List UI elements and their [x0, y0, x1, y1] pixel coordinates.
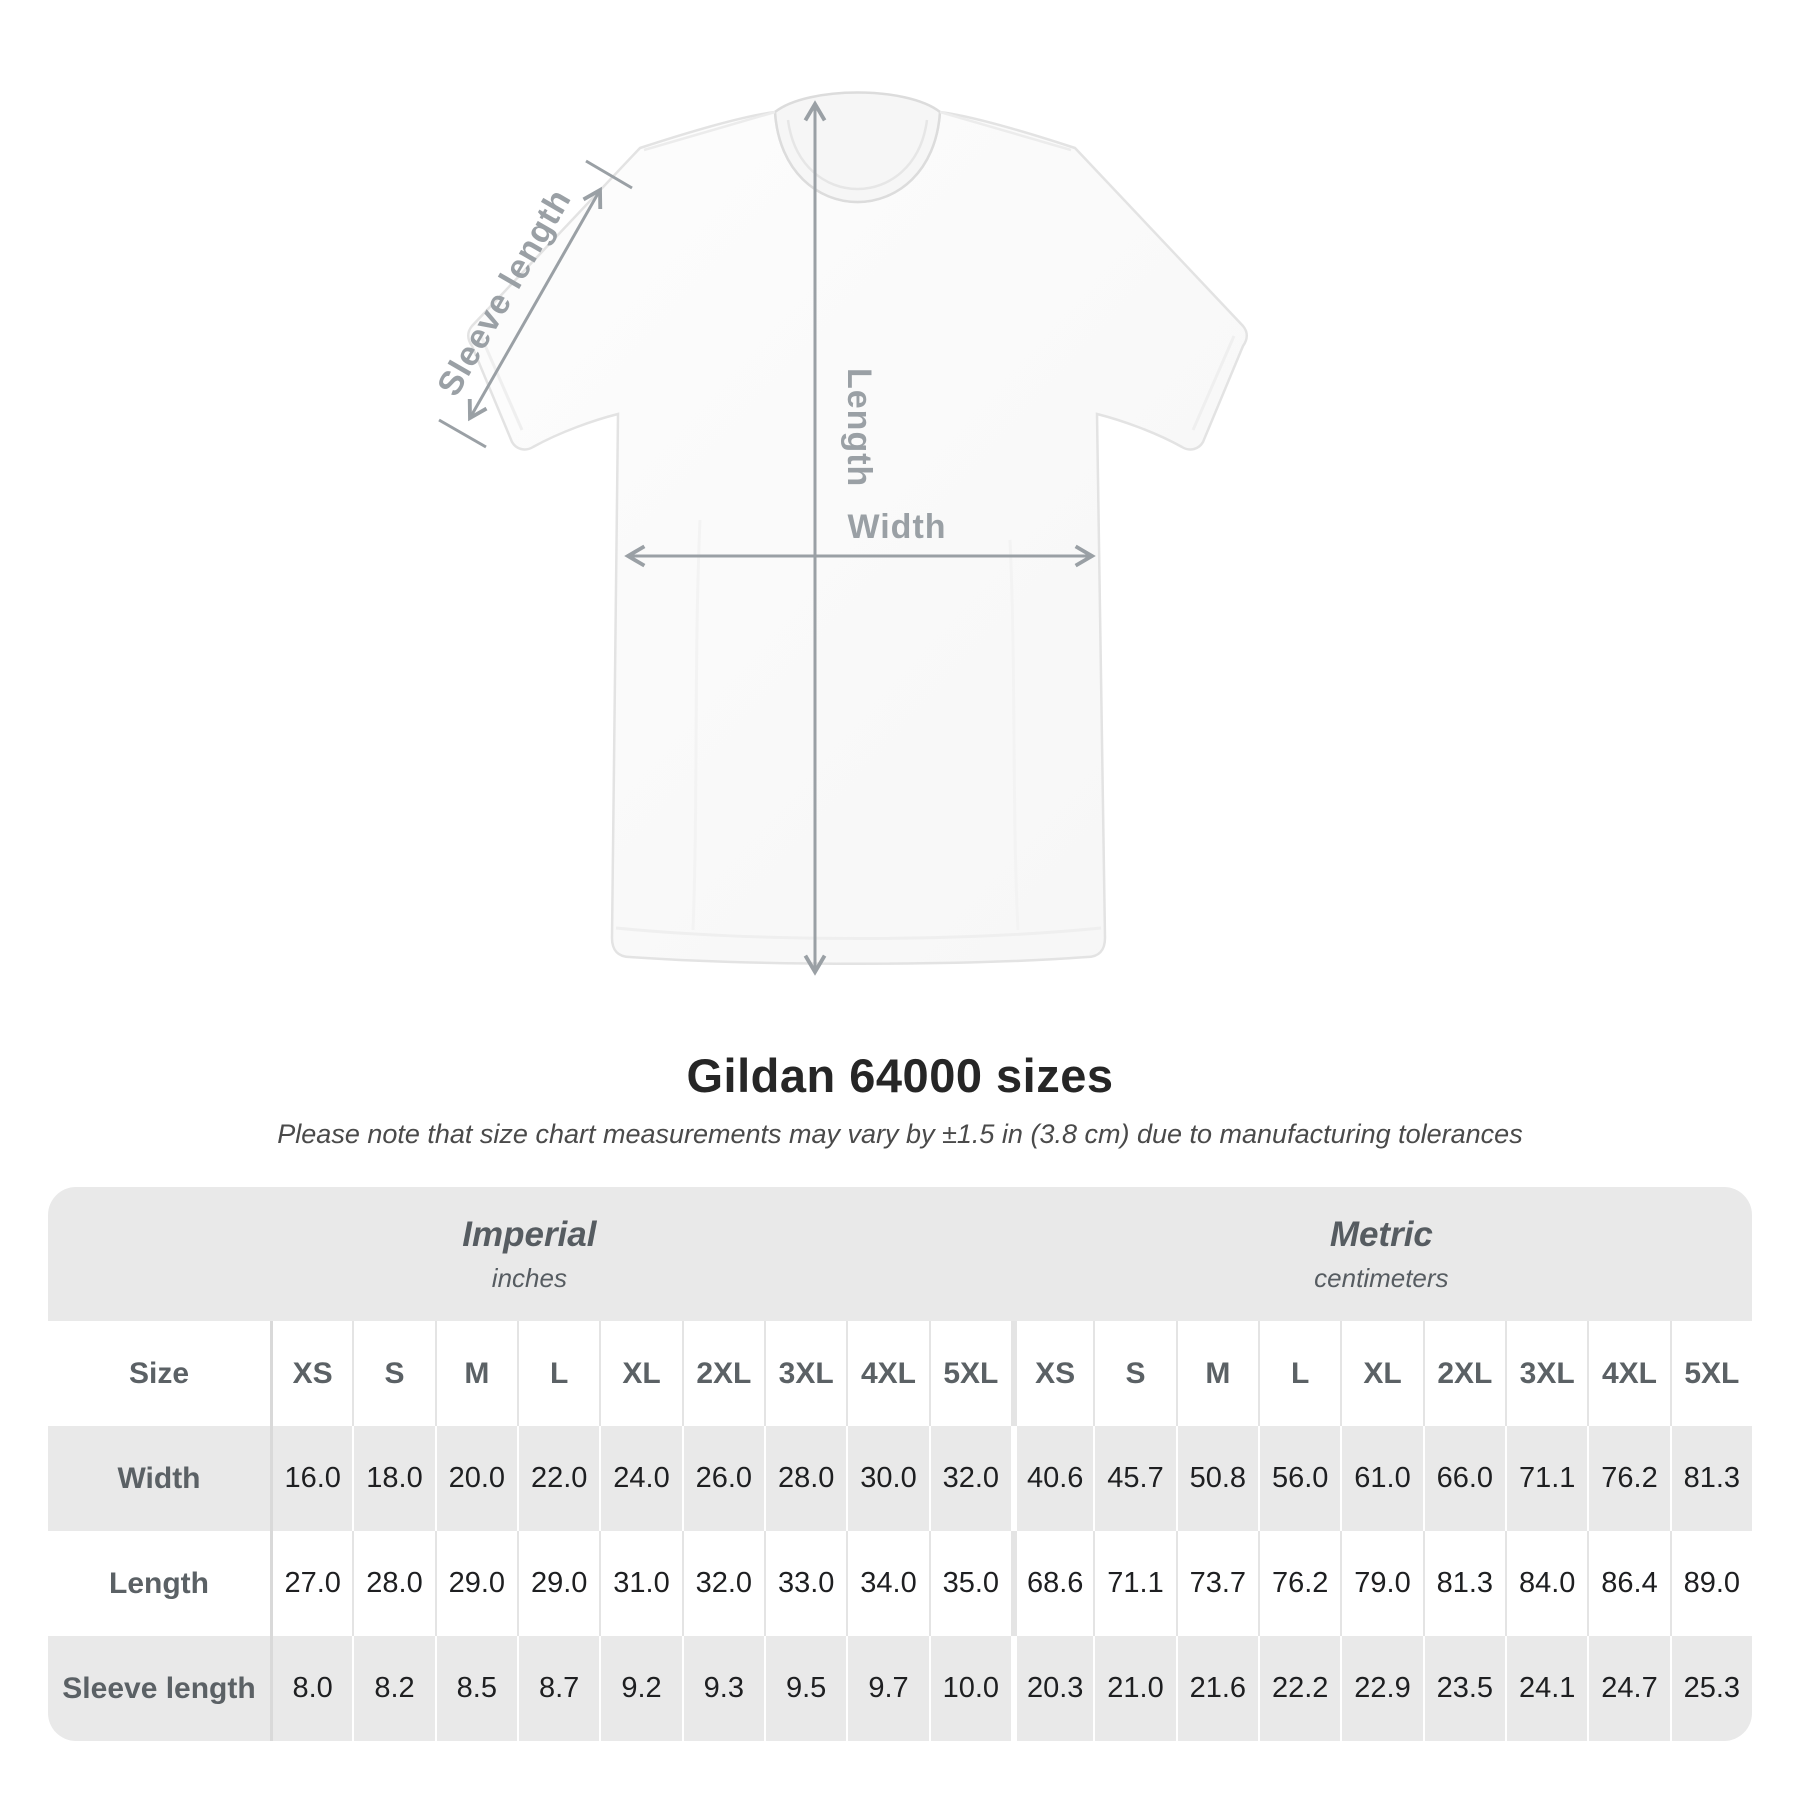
value-cell: 81.3: [1423, 1531, 1505, 1636]
tolerance-note: Please note that size chart measurements may vary by ±1.5 in (3.8 cm) due to manufacturing tolerances: [277, 1119, 1523, 1149]
value-cell: 27.0: [270, 1531, 352, 1636]
value-cell: 30.0: [846, 1426, 928, 1531]
value-cell: 21.0: [1093, 1636, 1175, 1741]
value-cell: 9.3: [682, 1636, 764, 1741]
value-cell: 33.0: [764, 1531, 846, 1636]
value-cell: 50.8: [1176, 1426, 1258, 1531]
size-header: XL: [599, 1321, 681, 1426]
value-cell: 28.0: [352, 1531, 434, 1636]
page-title: Gildan 64000 sizes: [686, 1049, 1114, 1102]
size-header: XS: [1011, 1321, 1093, 1426]
size-header: 3XL: [1505, 1321, 1587, 1426]
value-cell: 21.6: [1176, 1636, 1258, 1741]
value-cell: 29.0: [517, 1531, 599, 1636]
value-cell: 22.2: [1258, 1636, 1340, 1741]
size-header: 5XL: [929, 1321, 1011, 1426]
length-label: Length: [840, 368, 878, 488]
value-cell: 24.7: [1587, 1636, 1669, 1741]
value-cell: 10.0: [929, 1636, 1011, 1741]
row-label: Sleeve length: [62, 1671, 256, 1705]
value-cell: 40.6: [1011, 1426, 1093, 1531]
value-cell: 81.3: [1670, 1426, 1752, 1531]
caption-block: [0, 1048, 1800, 1150]
value-cell: 20.0: [435, 1426, 517, 1531]
value-cell: 71.1: [1505, 1426, 1587, 1531]
table-row-length: [48, 1531, 1752, 1636]
value-cell: 35.0: [929, 1531, 1011, 1636]
value-cell: 28.0: [764, 1426, 846, 1531]
value-cell: 86.4: [1587, 1531, 1669, 1636]
value-cell: 84.0: [1505, 1531, 1587, 1636]
row-label: Width: [117, 1461, 201, 1495]
value-cell: 24.0: [599, 1426, 681, 1531]
value-cell: 20.3: [1011, 1636, 1093, 1741]
value-cell: 76.2: [1258, 1531, 1340, 1636]
size-header: L: [517, 1321, 599, 1426]
size-header: XL: [1340, 1321, 1422, 1426]
size-table: [48, 1187, 1752, 1741]
size-header: M: [435, 1321, 517, 1426]
value-cell: 68.6: [1011, 1531, 1093, 1636]
size-header: S: [352, 1321, 434, 1426]
unit-metric-unit: centimeters: [1314, 1262, 1449, 1293]
size-header: M: [1176, 1321, 1258, 1426]
value-cell: 34.0: [846, 1531, 928, 1636]
unit-imperial: [48, 1187, 1011, 1321]
value-cell: 9.5: [764, 1636, 846, 1741]
table-row-width: [48, 1426, 1752, 1531]
value-cell: 8.2: [352, 1636, 434, 1741]
value-cell: 76.2: [1587, 1426, 1669, 1531]
size-header: S: [1093, 1321, 1175, 1426]
value-cell: 23.5: [1423, 1636, 1505, 1741]
value-cell: 16.0: [270, 1426, 352, 1531]
size-header: XS: [270, 1321, 352, 1426]
sleeve-length-label: Sleeve length: [429, 182, 579, 403]
value-cell: 45.7: [1093, 1426, 1175, 1531]
width-label: Width: [847, 508, 947, 546]
value-cell: 9.2: [599, 1636, 681, 1741]
value-cell: 29.0: [435, 1531, 517, 1636]
value-cell: 8.5: [435, 1636, 517, 1741]
size-header: L: [1258, 1321, 1340, 1426]
value-cell: 66.0: [1423, 1426, 1505, 1531]
size-header: 4XL: [1587, 1321, 1669, 1426]
value-cell: 56.0: [1258, 1426, 1340, 1531]
value-cell: 8.7: [517, 1636, 599, 1741]
corner-size-label: Size: [128, 1356, 190, 1390]
value-cell: 32.0: [929, 1426, 1011, 1531]
size-header: 4XL: [846, 1321, 928, 1426]
unit-metric: [1011, 1187, 1752, 1321]
value-cell: 31.0: [599, 1531, 681, 1636]
value-cell: 32.0: [682, 1531, 764, 1636]
size-header: 3XL: [764, 1321, 846, 1426]
value-cell: 89.0: [1670, 1531, 1752, 1636]
value-cell: 61.0: [1340, 1426, 1422, 1531]
row-label: Length: [109, 1566, 209, 1600]
value-cell: 8.0: [270, 1636, 352, 1741]
unit-imperial-name: Imperial: [462, 1214, 597, 1254]
value-cell: 18.0: [352, 1426, 434, 1531]
value-cell: 71.1: [1093, 1531, 1175, 1636]
sleeve-length-tick-bottom: [439, 420, 486, 447]
header-row: [48, 1321, 1752, 1426]
value-cell: 9.7: [846, 1636, 928, 1741]
value-cell: 22.0: [517, 1426, 599, 1531]
value-cell: 24.1: [1505, 1636, 1587, 1741]
value-cell: 79.0: [1340, 1531, 1422, 1636]
size-header: 5XL: [1670, 1321, 1752, 1426]
size-header: 2XL: [682, 1321, 764, 1426]
unit-band: [48, 1187, 1752, 1321]
unit-metric-name: Metric: [1329, 1214, 1433, 1254]
value-cell: 22.9: [1340, 1636, 1422, 1741]
size-header: 2XL: [1423, 1321, 1505, 1426]
value-cell: 25.3: [1670, 1636, 1752, 1741]
value-cell: 73.7: [1176, 1531, 1258, 1636]
unit-imperial-unit: inches: [491, 1262, 567, 1293]
value-cell: 26.0: [682, 1426, 764, 1531]
table-row-sleeve-length: [48, 1636, 1752, 1741]
